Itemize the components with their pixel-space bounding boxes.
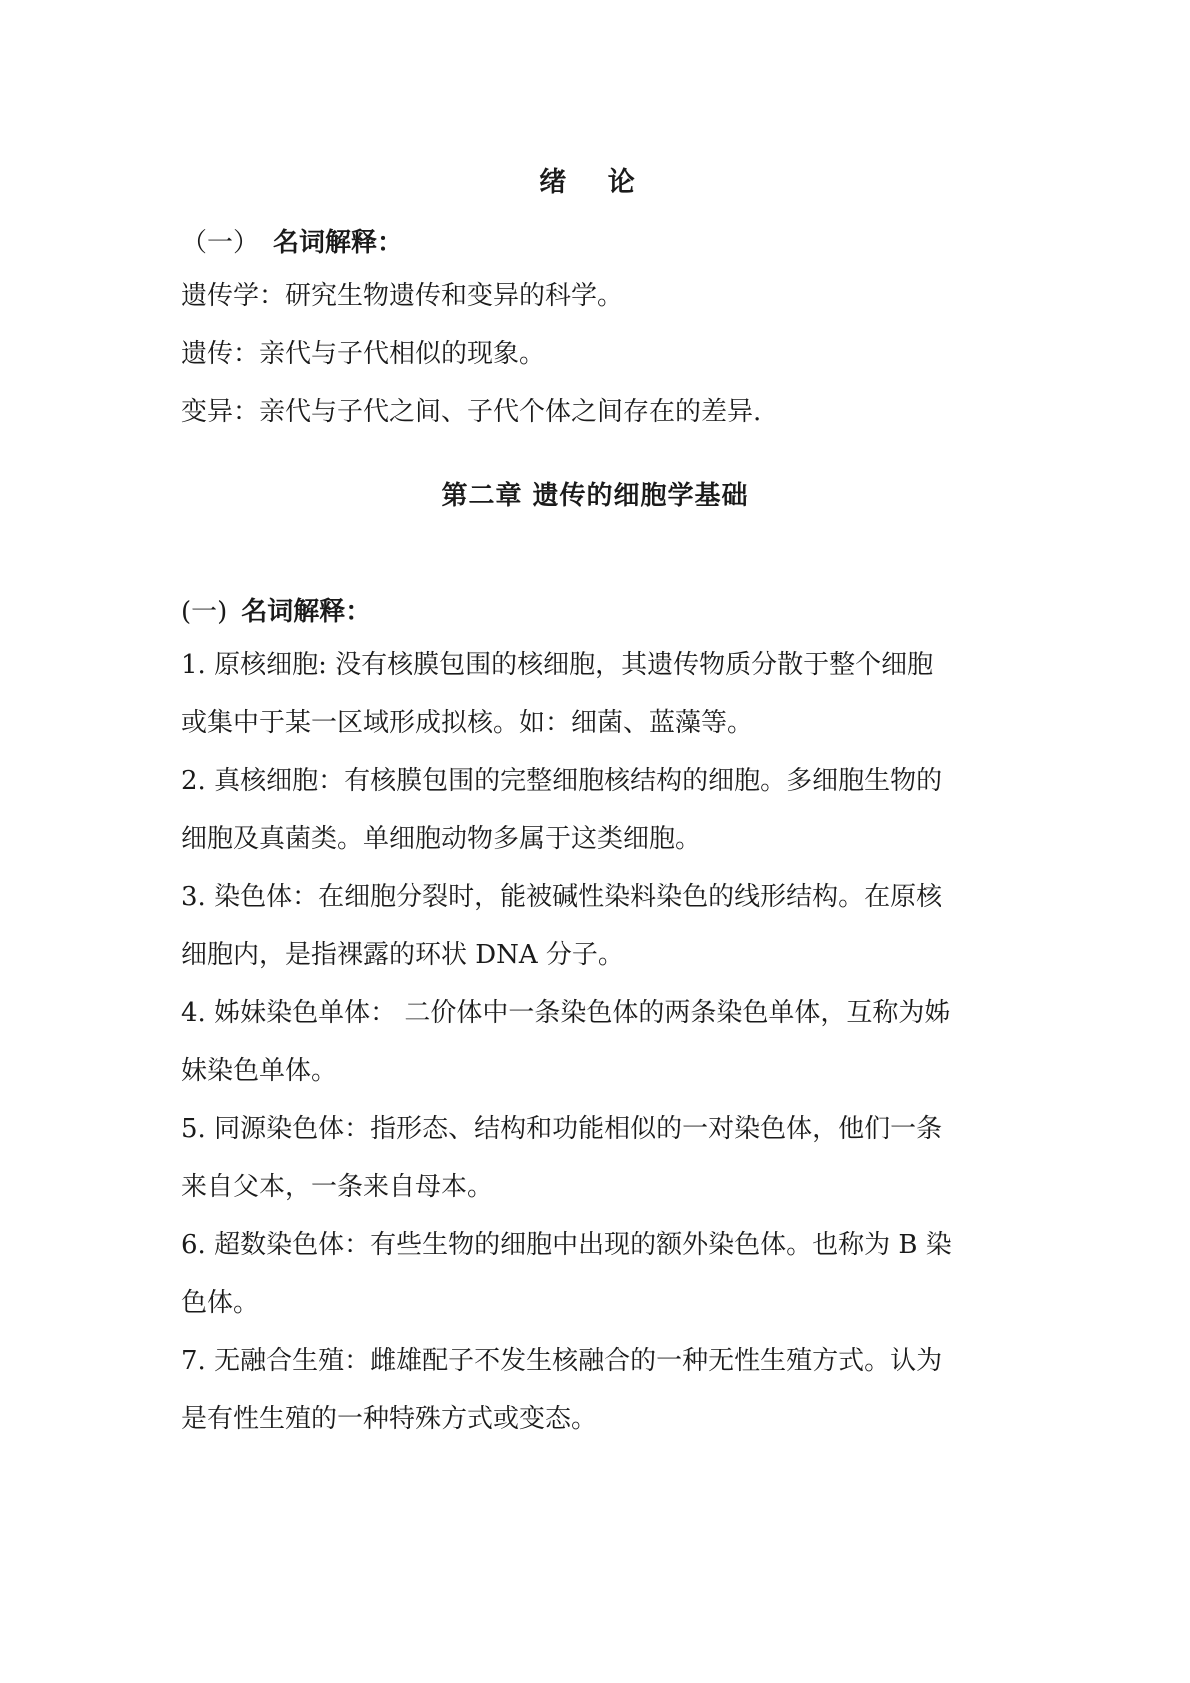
- intro-heading: [181, 222, 403, 259]
- term-line: 6. 超数染色体：有些生物的细胞中出现的额外染色体。也称为 B 染: [181, 1230, 952, 1260]
- term-line: 细胞及真菌类。单细胞动物多属于这类细胞。: [181, 824, 702, 854]
- term-line: 1. 原核细胞: 没有核膜包围的核细胞，其遗传物质分散于整个细胞: [181, 650, 934, 680]
- term-line: 5. 同源染色体：指形态、结构和功能相似的一对染色体，他们一条: [181, 1114, 943, 1144]
- chapter2-heading-text: 名词解释：: [241, 597, 372, 627]
- intro-heading-number: （一）: [181, 228, 260, 258]
- term-line: 细胞内，是指裸露的环状 DNA 分子。: [181, 940, 624, 970]
- chapter2-heading-number: (一): [181, 597, 228, 627]
- intro-line: 遗传：亲代与子代相似的现象。: [181, 339, 546, 369]
- term-line: 来自父本，一条来自母本。: [181, 1172, 494, 1202]
- term-line: 7. 无融合生殖：雌雄配子不发生核融合的一种无性生殖方式。认为: [181, 1346, 943, 1376]
- intro-line: 遗传学：研究生物遗传和变异的科学。: [181, 281, 624, 311]
- term-line: 是有性生殖的一种特殊方式或变态。: [181, 1404, 598, 1434]
- term-line: 4. 姊妹染色单体： 二价体中一条染色体的两条染色单体，互称为姊: [181, 998, 951, 1028]
- term-line: 2. 真核细胞：有核膜包围的完整细胞核结构的细胞。多细胞生物的: [181, 766, 943, 796]
- intro-heading-text: 名词解释：: [273, 228, 404, 258]
- intro-title: 绪 论: [539, 167, 651, 198]
- intro-line: 变异：亲代与子代之间、子代个体之间存在的差异.: [181, 397, 762, 427]
- chapter2-heading: [181, 591, 371, 628]
- term-line: 或集中于某一区域形成拟核。如：细菌、蓝藻等。: [181, 708, 754, 738]
- term-line: 3. 染色体：在细胞分裂时，能被碱性染料染色的线形结构。在原核: [181, 882, 943, 912]
- chapter2-title: 第二章 遗传的细胞学基础: [441, 481, 749, 511]
- term-line: 妹染色单体。: [181, 1056, 338, 1086]
- term-line: 色体。: [181, 1288, 260, 1318]
